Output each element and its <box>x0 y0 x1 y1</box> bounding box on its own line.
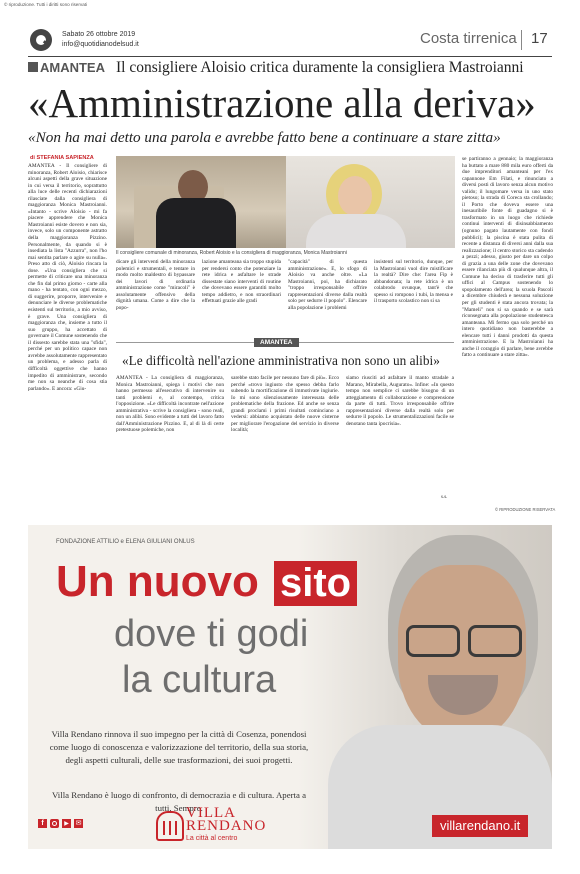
glasses-left <box>406 625 460 657</box>
ad-url[interactable]: villarendano.it <box>432 815 528 837</box>
sidebar-column-2: sarebbe stato facile per nessuno fare di più». Ecco perché «trovo ingiusto che spesso debba farlo subendo la mortificazione di immotivate ingiurie. Io mi sono silenziosamente interessata delle problematiche della frazione. Ed anche se senza grandi proclami i primi risultati cominciano a vedersi: abbiamo acquistato delle nuove cisterne per migliorare l'erogazione del servizio in diverse località; <box>231 375 339 434</box>
article-column-5: insistenti sul territorio, dunque, per la Mastroianni vuol dire mistificare la realtà? Dire che: l'area Fip è abbandonata; la rete idrica è un colabrodo ovunque, tant'è che spesso si rompono i tubi, la mensa e il trasporto scolastico non si sa <box>374 259 453 305</box>
byline: di STEFANIA SAPIENZA <box>30 155 94 161</box>
header-divider <box>521 30 522 50</box>
woman-face <box>338 176 372 216</box>
logo-name-2: RENDANO <box>186 818 267 834</box>
article-column-6: se partiranno a gennaio; la maggioranza ha buttato a mare 880 mila euro offerti da due imprenditori amanteani per l'ex capannone Em Filati, e rinunciato a diversi posti di lavoro senza alcun motivo valido; il lungomare versa in uno stato pietoso; la strada di Coreca sta crollando; il Porto che doveva essere una inesauribile fonte di guadagno si è trasformato in un luogo che richiede continui interventi di disinsabbiamento (ognuno pagato lautamente con fondi pubblici); la piscina è stata pulita di recente a distanza di diversi anni dalla sua realizzazione; il centro storico sta cadendo a pezzi; adesso, giusto per dare un colpo di grazia a una delle zone che dovevano essere rilanciata più di qualunque altra, il Comune ha deciso di trasferire tutti gli uffici al Campus sostenendo lo spopolamento dell'area; la scuola Pascoli a dicembre chiuderà e nessuna soluzione per gli studenti è stata ancora trovata; la "Mameli" non si sa quando e se sarà riconsegnata alla popolazione studentesca amanteana. Mi fermo qua solo perché un intero quotidiano non basterebbe a elencare tutti i danni prodotti da questa amministrazione. E la Mastroianni ha anche il coraggio di parlare, bene avrebbe fatto a continuare a stare zitta». <box>462 156 553 359</box>
header-date: Sabato 26 ottobre 2019 <box>62 31 136 38</box>
header-rule <box>28 56 552 57</box>
man-body <box>156 198 236 248</box>
ad-body-2: Villa Rendano è luogo di confronto, di democrazia e di cultura. Aperta a tutti. Sempre. <box>51 790 306 813</box>
sidebar-signature: s.s. <box>441 495 448 500</box>
facebook-icon[interactable]: f <box>38 819 47 828</box>
ad-headline-1 <box>56 558 259 606</box>
header-email: info@quotidianodelsud.it <box>62 41 139 48</box>
logo-tagline: La città al centro <box>186 835 238 842</box>
section-name: Costa tirrenica <box>420 30 517 47</box>
article-subtitle: «Non ha mai detto una parola e avrebbe fatto bene a continuare a stare zitta» <box>28 129 501 146</box>
villa-rendano-logo-icon <box>156 811 184 841</box>
tag-square <box>28 62 38 72</box>
sidebar-tag: AMANTEA <box>254 338 299 347</box>
article-copyright: © RIPRODUZIONE RISERVATA <box>495 507 556 512</box>
ad-headline-2: sito <box>274 561 357 606</box>
article-column-1: AMANTEA - Il consigliere di minoranza, Robert Aloisio, chiarisce alcuni aspetti della grave situazione in cui versa il territorio, soprattutto alla luce delle recenti dichiarazioni rilasciate dalla consigliera di maggioranza Monica Mastroianni. «Intanto - scrive Aloisio - mi fa piacere apprendere che Monica Mastroianni esiste dovero e non sia, invece, solo un componente astratto della maggioranza Pizzino. Personalmente, da quando si è insediata la lista "Azzurra", non l'ho mai sentita parlare o agire su nulla». Preso atto di ciò, Aloisio rincara la dose. «Una consigliera che si permette di criticare una minoranza che fin dal primo giorno - carte alla mano - ha tentato, con ogni mezzo, di suggerire, proporre, intervenire e denunciare le diverse problematiche esistenti sul territorio, a mio avviso, è grave. Una consigliera di maggioranza che, insieme a tutto il suo gruppo, ha accettato di governare il Comune sostenendo che il dissesto sarebbe stata una "sfida", perché per un politico capace non avrebbe assolutamente rappresentato un problema, e adesso parla di difficoltà oggettive che hanno impedito di amministrare, secondo me non sa neanche di cosa stia parlando». E ancora: «Giu- <box>28 163 107 392</box>
ad-foundation: FONDAZIONE ATTILIO e ELENA GIULIANI ONLUS <box>56 539 195 545</box>
ad-social-icons <box>38 819 83 828</box>
email-icon[interactable]: ✉ <box>75 819 82 827</box>
glasses-right <box>468 625 522 657</box>
photo-right-panel <box>286 156 455 248</box>
woman-body <box>306 214 406 248</box>
instagram-icon[interactable] <box>50 819 59 828</box>
newspaper-logo <box>30 29 52 51</box>
photo-caption: Il consigliere comunale di minoranza, Robert Aloisio e la consigliera di maggioranza, Monica Mastroianni <box>116 250 347 256</box>
advertisement[interactable] <box>28 525 552 849</box>
sidebar-column-3: siamo riusciti ad asfaltare il manto stradale a Marano, Mirabella, Augurato». Infine: «In questo tempo non semplice ci sarebbe bisogno di un atteggiamento di collaborazione e comprensione da parte di tutti. Trovo irresponsabile offrire rappresentazioni diverse dalla realtà solo per sedurre il popolo. Le strumentalizzazioni facile se denotano tanta ipocrisia». <box>346 375 454 427</box>
article-kicker: Il consigliere Aloisio critica duramente la consigliera Mastroianni <box>116 59 524 76</box>
sidebar-column-1: AMANTEA - La consigliera di maggioranza, Monica Mastroianni, spiega i motivi che non hanno permesso all'esecutivo di intervenire su tanti problemi e, al contempo, critica l'opposizione. «Le difficoltà incontrate nell'azione amministrativa - scrive la consigliera - sono reali, non un alibi. Sono evidente a tutti del lavoro fatto dall'Amministrazione Pizzino. E, al di là di certe pretestuose polemiche, non <box>116 375 224 434</box>
location-tag: AMANTEA <box>40 60 105 75</box>
ad-headline-3: dove ti godi <box>114 613 309 655</box>
page-number: 17 <box>531 30 548 47</box>
copyright-notice: © riproduzione. Tutti i diritti sono riservati <box>4 2 88 7</box>
photo-left-panel <box>116 156 286 248</box>
article-title: «Amministrazione alla deriva» <box>28 80 536 126</box>
article-column-4: "capacità" di questa amministrazione». E, lo sfogo di Aloisio va anche oltre. «La Mastroianni, poi, ha dichiarato "troppo irresponsabile offrire rappresentazioni diverse dalla realtà solo per sedurre il popolo". Elencare alla popolazione i problemi <box>288 259 367 311</box>
article-photo <box>116 156 455 248</box>
article-column-2: dicare gli interventi della minoranza polemici e strumentali, e tentare in modo molto maldestro di bypassare dei lavori di ordinaria amministrazione come "miracoli" è assolutamente offensivo della dignità umana. Come a dire che la popo- <box>116 259 195 311</box>
ad-body-1: Villa Rendano rinnova il suo impegno per la città di Cosenza, ponendosi come luogo di conoscenza e valorizzazione del territorio, della sua storia, degli aspetti culturali, delle sue trasformazioni, dei suoi progetti. <box>49 729 309 765</box>
logo-name-1: VILLA <box>186 805 236 821</box>
youtube-icon[interactable]: ▶ <box>62 819 71 828</box>
ad-headline-part1: Un nuovo <box>56 557 259 606</box>
sidebar-title: «Le difficoltà nell'azione amministrativa non sono un alibi» <box>122 353 440 368</box>
ad-headline-4: la cultura <box>122 659 277 701</box>
article-column-3: lazione amanteana sia troppo stupida per rendersi conto che potenziare la rete idrica e asfaltare le strade dissestate siano interventi di routine che dovevano essere garantiti molto tempo addietro, e non straordinari effettuati grazie alle gradi <box>202 259 281 305</box>
